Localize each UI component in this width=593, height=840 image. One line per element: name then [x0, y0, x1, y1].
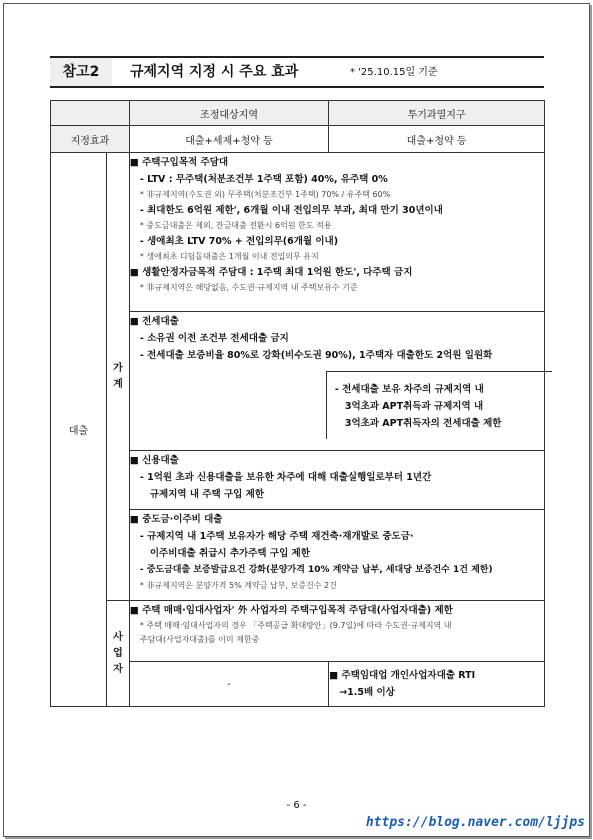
header-col2: 투기과열지구: [329, 101, 545, 126]
interim-line3: - 중도금대출 보증발급요건 강화(분양가격 10% 계약금 납부, 세대당 보증건수 1건 제한): [139, 565, 493, 575]
business-rti: ■ 주택임대업 개인사업자대출 RTI: [329, 670, 476, 681]
title-date: * '25.10.15일 기준: [350, 67, 438, 78]
jeonse-box-line3: 3억초과 APT취득자의 전세대출 제한: [344, 418, 502, 429]
mortgage-note1: * 非규제지역(수도권 외) 무주택(처분조건부 1주택) 70% / 유주택 60%: [139, 190, 391, 199]
row-effects-col1: 대출+세제+청약 등: [129, 126, 328, 153]
business-rti-ratio: →1.5배 이상: [339, 687, 395, 698]
interim-note: * 非규제지역은 분양가격 5% 계약금 납부, 보증건수 2건: [139, 581, 337, 590]
jeonse-box-line2: 3억초과 APT취득과 규제지역 내: [344, 401, 484, 412]
blog-url[interactable]: https://blog.naver.com/ljjps: [365, 815, 585, 830]
row-effects-label: 지정효과: [51, 126, 130, 153]
row-effects-col2: 대출+청약 등: [329, 126, 545, 153]
mortgage-head: ■ 주택구입목적 주담대: [129, 157, 229, 168]
section-credit: [129, 451, 544, 510]
jeonse-line1: - 소유권 이전 조건부 전세대출 금지: [139, 333, 289, 344]
mortgage-ltv: - LTV : 무주택(처분조건부 1주택 포함) 40%, 유주택 0%: [139, 174, 388, 185]
header-row: [51, 101, 545, 126]
mortgage-note2: * 중도금대출은 제외, 잔금대출 전환시 6억원 한도 적용: [139, 221, 332, 230]
household-label: 가 계: [107, 153, 130, 601]
business-note2: 주담대(사업자대출)를 이미 제한중: [139, 635, 260, 644]
header-col1: 조정대상지역: [129, 101, 328, 126]
header-blank: [51, 101, 130, 126]
jeonse-box: [326, 371, 552, 439]
mortgage-note3: * 생애최초 디딤돌대출은 1개월 이내 전입의무 유지: [139, 252, 319, 261]
loan-label: 대출: [51, 153, 107, 707]
business-right-cell: [329, 662, 545, 707]
mortgage-first-time: - 생애최초 LTV 70% + 전입의무(6개월 이내): [139, 236, 339, 247]
page-number: - 6 -: [286, 800, 307, 811]
section-jeonse: [129, 312, 544, 451]
business-head: ■ 주택 매매·임대사업자' 外 사업자의 주택구입목적 주담대(사업자대출) 제한: [129, 605, 453, 616]
credit-head: ■ 신용대출: [129, 455, 179, 466]
jeonse-head: ■ 전세대출: [129, 316, 179, 327]
credit-line2: 규제지역 내 주택 구입 제한: [149, 489, 265, 500]
mortgage-limit: - 최대한도 6억원 제한', 6개월 이내 전입의무 부과, 최대 만기 30년이내: [139, 205, 443, 216]
business-note1: * 주택 매매·임대사업자의 경우 「주택공급 확대방안」(9.7일)에 따라 수도권·규제지역 내: [139, 621, 452, 630]
business-label: 사 업 자: [107, 601, 130, 707]
title-bar: [50, 56, 544, 88]
living-fund-head: ■ 생활안정자금목적 주담대 : 1주택 최대 1억원 한도', 다주택 금지: [129, 267, 413, 278]
jeonse-box-line1: - 전세대출 보유 차주의 규제지역 내: [334, 384, 484, 395]
section-interim: [129, 510, 544, 601]
row-effects: [51, 126, 545, 153]
page-title: 규제지역 지정 시 주요 효과: [130, 64, 299, 80]
section-business: [129, 601, 544, 662]
effects-table: [50, 100, 545, 707]
interim-line1: - 규제지역 내 1주택 보유자가 해당 주택 재건축·재개발로 중도금·: [139, 531, 414, 542]
title-tag: 참고2: [50, 58, 112, 86]
living-fund-note: * 非규제지역은 해당없음, 수도권·규제지역 내 주택보유수 기준: [139, 283, 358, 292]
interim-head: ■ 중도금·이주비 대출: [129, 514, 223, 525]
jeonse-line2: - 전세대출 보증비율 80%로 강화(비수도권 90%), 1주택자 대출한도 2억원 일원화: [139, 350, 493, 361]
business-left-cell: -: [129, 662, 328, 707]
interim-line2: 이주비대출 취급시 추가주택 구입 제한: [149, 548, 310, 559]
section-mortgage: [129, 153, 544, 312]
credit-line1: - 1억원 초과 신용대출을 보유한 차주에 대해 대출실행일로부터 1년간: [139, 472, 432, 483]
